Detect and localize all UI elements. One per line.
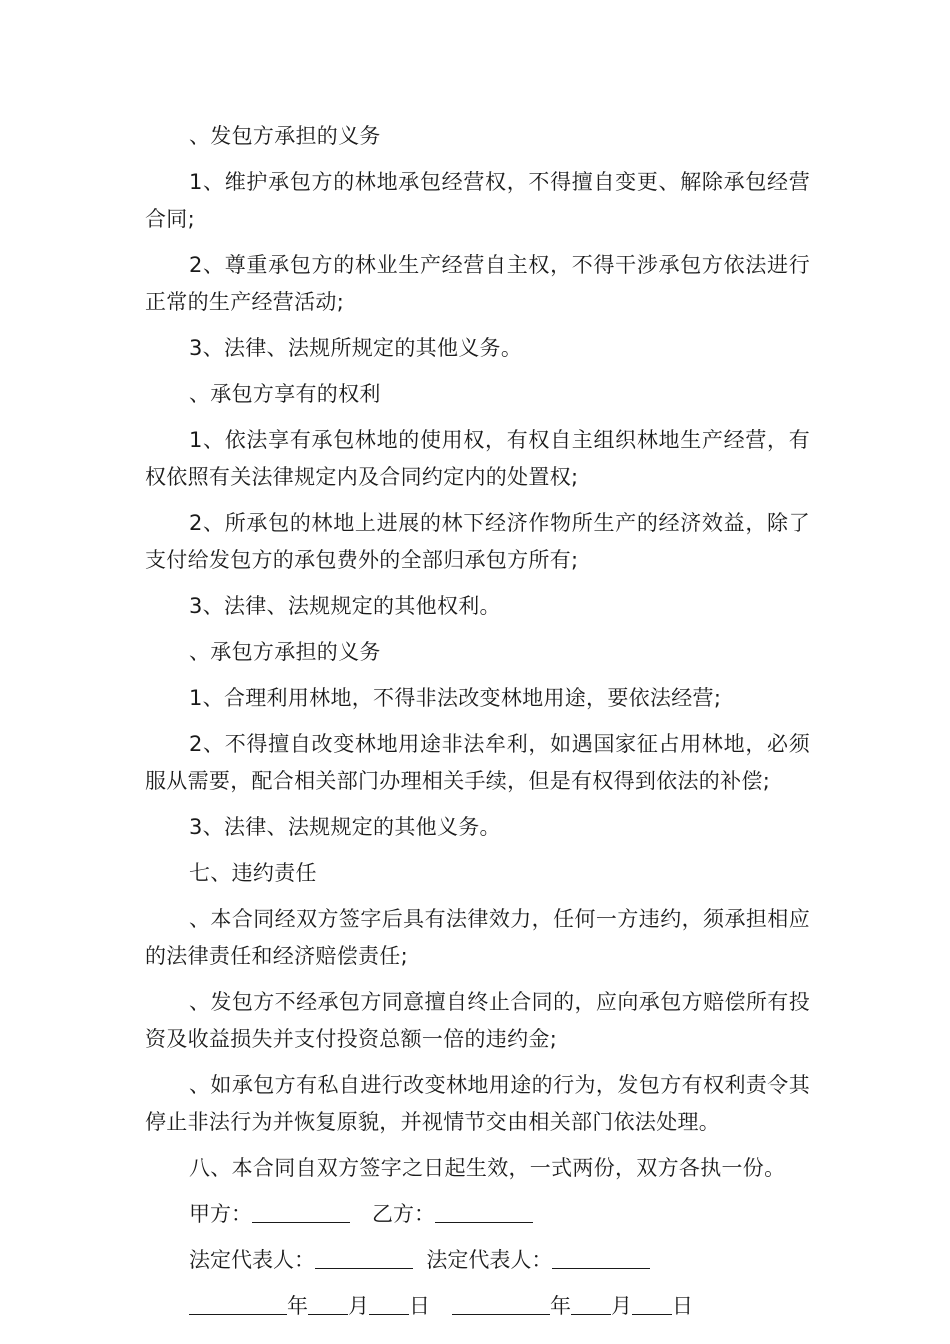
date-a-month-blank[interactable] [308, 1292, 348, 1315]
legal-rep-b-blank[interactable] [552, 1246, 650, 1269]
clause: 1、合理利用林地，不得非法改变林地用途，要依法经营; [189, 686, 722, 710]
section-heading-employer-obligations: 、发包方承担的义务 [189, 124, 381, 148]
month-label: 月 [348, 1294, 369, 1318]
party-b-blank[interactable] [435, 1200, 533, 1223]
party-a-blank[interactable] [252, 1200, 350, 1223]
clause: 1、依法享有承包林地的使用权，有权自主组织林地生产经营，有权依照有关法律规定内及合同约定内的处置权; [145, 428, 810, 489]
signature-legal-rep-line [145, 1242, 810, 1279]
legal-rep-a-label: 法定代表人： [189, 1248, 315, 1272]
date-b-month-blank[interactable] [571, 1292, 611, 1315]
clause: 3、法律、法规所规定的其他义务。 [189, 336, 523, 360]
clause: 、如承包方有私自进行改变林地用途的行为，发包方有权利责令其停止非法行为并恢复原貌，并视情节交由相关部门依法处理。 [145, 1073, 810, 1134]
clause: 2、不得擅自改变林地用途非法牟利，如遇国家征占用林地，必须服从需要，配合相关部门办理相关手续，但是有权得到依法的补偿; [145, 732, 810, 793]
section-heading-contractor-rights: 、承包方享有的权利 [189, 382, 381, 406]
date-a-day-blank[interactable] [369, 1292, 409, 1315]
clause: 1、维护承包方的林地承包经营权，不得擅自变更、解除承包经营合同; [145, 170, 810, 231]
month-label: 月 [611, 1294, 632, 1318]
document-body [145, 118, 810, 1334]
year-label: 年 [287, 1294, 308, 1318]
year-label: 年 [550, 1294, 571, 1318]
date-b-day-blank[interactable] [632, 1292, 672, 1315]
date-a-year-blank[interactable] [189, 1292, 287, 1315]
clause: 、本合同经双方签字后具有法律效力，任何一方违约，须承担相应的法律责任和经济赔偿责任; [145, 907, 810, 968]
party-b-label: 乙方： [372, 1202, 435, 1226]
section-heading-breach: 七、违约责任 [189, 861, 317, 885]
section-heading-contractor-obligations: 、承包方承担的义务 [189, 640, 381, 664]
signature-parties-line [145, 1196, 810, 1233]
legal-rep-a-blank[interactable] [315, 1246, 413, 1269]
party-a-label: 甲方： [189, 1202, 252, 1226]
clause: 、发包方不经承包方同意擅自终止合同的，应向承包方赔偿所有投资及收益损失并支付投资总额一倍的违约金; [145, 990, 810, 1051]
day-label: 日 [409, 1294, 430, 1318]
day-label: 日 [672, 1294, 693, 1318]
section-heading-effective: 八、本合同自双方签字之日起生效，一式两份，双方各执一份。 [189, 1156, 786, 1180]
clause: 2、所承包的林地上进展的林下经济作物所生产的经济效益，除了支付给发包方的承包费外的全部归承包方所有; [145, 511, 810, 572]
legal-rep-b-label: 法定代表人： [426, 1248, 553, 1272]
date-b-year-blank[interactable] [452, 1292, 550, 1315]
clause: 3、法律、法规规定的其他义务。 [189, 815, 501, 839]
signature-date-line [145, 1288, 810, 1325]
clause: 3、法律、法规规定的其他权利。 [189, 594, 501, 618]
clause: 2、尊重承包方的林业生产经营自主权，不得干涉承包方依法进行正常的生产经营活动; [145, 253, 810, 314]
